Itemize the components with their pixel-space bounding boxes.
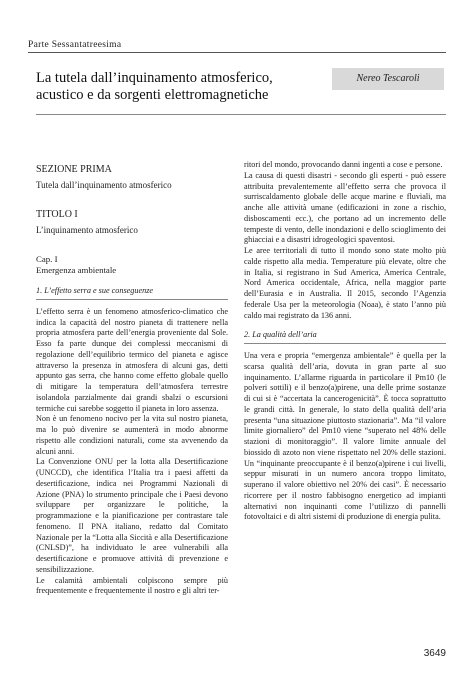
right-column: [244, 160, 446, 523]
paragraph: Le calamità ambientali colpiscono sempre più frequentemente e frequentemente il nostro e gli altri ter-: [36, 575, 228, 596]
left-column: [36, 160, 228, 597]
title-rule: [36, 114, 446, 115]
main-title: [36, 70, 316, 103]
paragraph: ritori del mondo, provocando danni ingenti a cose e persone.: [244, 160, 443, 169]
paragraph: Non è un fenomeno nocivo per la vita sul nostro pianeta, ma lo può divenire se aumenterà in modo abnorme rispetto alle condizioni naturali, come sta avvenendo da alcuni anni.: [36, 414, 228, 456]
paragraph: La causa di questi disastri - secondo gli esperti - può essere attribuita prevalentemente all’effetto serra che provoca il surriscaldamento globale delle acque marine e fluviali, ma anche alle attività umane (edificazioni in zone a rischio, disboscamenti ecc.), che portano ad un incremento delle tempeste di vento, delle inondazioni e dello scioglimento dei ghiacciai e a disastri idrogeologici spaventosi.: [244, 170, 446, 245]
paragraph: Una vera e propria “emergenza ambientale” è quella per la scarsa qualità dell’aria, dovuta in gran parte al suo inquinamento. L’allarme riguarda in particolare il Pm10 (le polveri sottili) e il benzo(a)pirene, una delle prime sostanze di cui si è “accertata la cancerogenicità”. È tocca soprattutto le grandi città. In generale, lo stato della qualità dell’aria presenta “una situazione piuttosto stazionaria”. Ma “il valore limite giornaliero” del Pm10 viene “superato nel 48% delle stazioni di monitoraggio”. Il valore limite annuale del biossido di azoto non viene rispettato nel 20% delle stazioni. Un “inquinante preoccupante è il benzo(a)pirene i cui livelli, seppur misurati in un numero ancora troppo limitato, superano il valore obiettivo nel 20% dei casi”. È necessario ricorrere per il nostro fabbisogno energetico ad impianti alternativi non inquinanti come l’utilizzo di pannelli fotovoltaici e di altri sistemi di produzione di energia pulita.: [244, 351, 446, 522]
subsection-heading-2: 2. La qualità dell’aria: [244, 330, 446, 344]
page-number: 3649: [423, 648, 446, 659]
title-subtitle: L’inquinamento atmosferico: [36, 225, 138, 235]
paragraph: La Convenzione ONU per la lotta alla Desertificazione (UNCCD), che identifica l’Italia tra i paesi affetti da desertificazione, indica nei Programmi Nazionali di Azione (PNA) lo strumento principale che i Paesi devono sviluppare per organizzare le politiche, la programmazione e la pianificazione per contrastare tale fenomeno. Il PNA italiano, redatto dal Comitato Nazionale per la “Lotta alla Siccità e alla Desertificazione (CNLSD)”, ha individuato le aree vulnerabili alla desertificazione e promuove attività di prevenzione e sensibilizzazione.: [36, 457, 228, 574]
chapter-subtitle: Emergenza ambientale: [36, 265, 117, 275]
section-subtitle: Tutela dall’inquinamento atmosferico: [36, 180, 172, 190]
chapter-title: Cap. I: [36, 254, 58, 264]
part-title: Parte Sessantatreesima: [28, 40, 122, 50]
subsection-heading-1: 1. L’effetto serra e sue conseguenze: [36, 286, 228, 300]
main-title-line-1: La tutela dall’inquinamento atmosferico,: [36, 70, 273, 86]
title-heading: TITOLO I: [36, 209, 78, 220]
author-box: Nereo Tescaroli: [332, 68, 444, 90]
main-title-line-2: acustico e da sorgenti elettromagnetiche: [36, 86, 269, 103]
paragraph: Le aree territoriali di tutto il mondo sono state molto più calde rispetto alla media. Temperature più elevate, oltre che in Italia, si registrano in Sud America, America Centrale, Nord America occidentale, Africa, nella maggior parte dell’Eurasia e in Australia. Il 2015, secondo l’Agenzia federale Usa per la meteorologia (Noaa), è stato l’anno più caldo mai registrato da 136 anni.: [244, 246, 446, 320]
header-rule: [28, 52, 446, 53]
section-title: SEZIONE PRIMA: [36, 164, 112, 175]
paragraph: L’effetto serra è un fenomeno atmosferico-climatico che indica la capacità del nostro pianeta di trattenere nella propria atmosfera parte dell’energia proveniente dal Sole. Esso fa parte dunque dei complessi meccanismi di regolazione dell’equilibrio termico del pianeta e agisce attraverso la presenza in atmosfera di alcuni gas, detti appunto gas serra, che hanno come effetto globale quello di mitigare la temperatura dell’atmosfera terrestre isolandola parzialmente dai grandi sbalzi o escursioni termiche cui sarebbe soggetto il pianeta in loro assenza.: [36, 306, 228, 413]
